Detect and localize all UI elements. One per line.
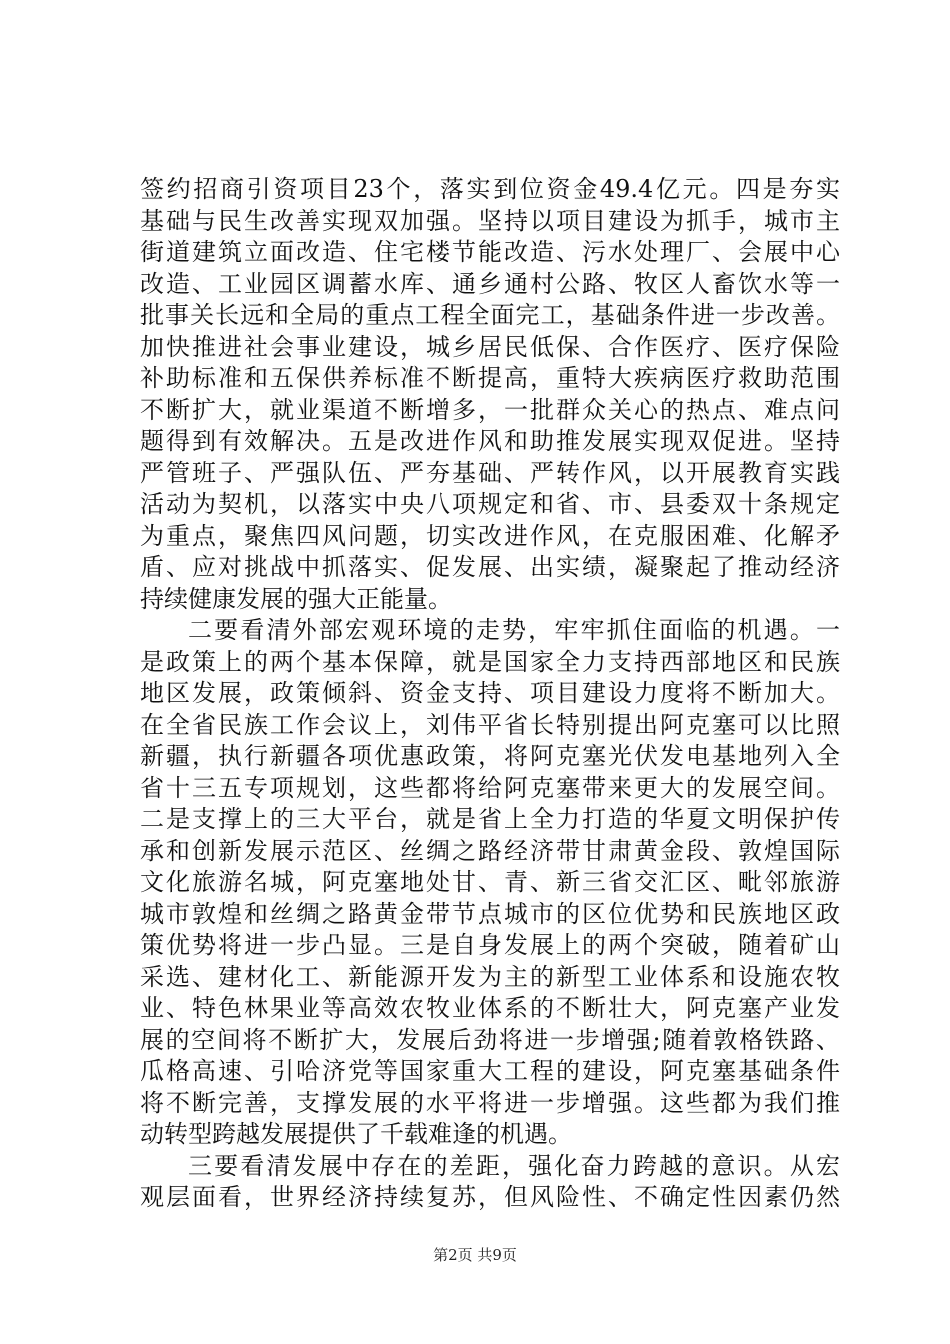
text-line: 承和创新发展示范区、丝绸之路经济带甘肃黄金段、敦煌国际 [140,836,840,865]
text-line: 三要看清发展中存在的差距，强化奋力跨越的意识。从宏 [188,1151,840,1180]
text-line: 不断扩大，就业渠道不断增多，一批群众关心的热点、难点问 [140,395,840,424]
paragraph [140,1151,840,1214]
text-line: 展的空间将不断扩大，发展后劲将进一步增强;随着敦格铁路、 [140,1025,840,1054]
text-line: 是政策上的两个基本保障，就是国家全力支持西部地区和民族 [140,647,840,676]
text-line: 二是支撑上的三大平台，就是省上全力打造的华夏文明保护传 [140,805,840,833]
text-line: 二要看清外部宏观环境的走势，牢牢抓住面临的机遇。一 [188,616,840,644]
text-line: 严管班子、严强队伍、严夯基础、严转作风，以开展教育实践 [140,458,840,487]
text-line: 瓜格高速、引哈济党等国家重大工程的建设，阿克塞基础条件 [140,1057,840,1085]
text-line: 持续健康发展的强大正能量。 [140,584,452,613]
text-line: 为重点，聚焦四风问题，切实改进作风，在克服困难、化解矛 [140,521,840,550]
paragraph [140,174,840,615]
text-line: 在全省民族工作会议上，刘伟平省长特别提出阿克塞可以比照 [140,710,840,739]
text-line: 省十三五专项规划，这些都将给阿克塞带来更大的发展空间。 [140,773,840,802]
text-line: 城市敦煌和丝绸之路黄金带节点城市的区位优势和民族地区政 [140,899,840,928]
text-line: 观层面看，世界经济持续复苏，但风险性、不确定性因素仍然 [140,1183,840,1211]
text-line: 批事关长远和全局的重点工程全面完工，基础条件进一步改善。 [140,301,840,329]
text-line: 新疆，执行新疆各项优惠政策，将阿克塞光伏发电基地列入全 [140,742,840,770]
text-line: 策优势将进一步凸显。三是自身发展上的两个突破，随着矿山 [140,931,840,959]
text-line: 文化旅游名城，阿克塞地处甘、青、新三省交汇区、毗邻旅游 [140,868,840,896]
text-line: 补助标准和五保供养标准不断提高，重特大疾病医疗救助范围 [140,364,840,392]
text-line: 街道建筑立面改造、住宅楼节能改造、污水处理厂、会展中心 [140,238,840,266]
text-line: 改造、工业园区调蓄水库、通乡通村公路、牧区人畜饮水等一 [140,269,840,298]
text-line: 签约招商引资项目23个，落实到位资金49.4亿元。四是夯实 [140,175,840,203]
text-line: 活动为契机，以落实中央八项规定和省、市、县委双十条规定 [140,490,840,518]
text-line: 采选、建材化工、新能源开发为主的新型工业体系和设施农牧 [140,962,840,991]
text-line: 将不断完善，支撑发展的水平将进一步增强。这些都为我们推 [140,1088,840,1117]
text-line: 动转型跨越发展提供了千载难逢的机遇。 [140,1120,572,1148]
page-footer: 第2页 共9页 [433,1246,517,1264]
paragraph [140,615,840,1151]
text-line: 基础与民生改善实现双加强。坚持以项目建设为抓手，城市主 [140,206,840,235]
text-line: 题得到有效解决。五是改进作风和助推发展实现双促进。坚持 [140,427,840,455]
text-line: 业、特色林果业等高效农牧业体系的不断壮大，阿克塞产业发 [140,994,840,1022]
text-line: 加快推进社会事业建设，城乡居民低保、合作医疗、医疗保险 [140,332,840,361]
document-body [140,174,840,1214]
text-line: 地区发展，政策倾斜、资金支持、项目建设力度将不断加大。 [140,679,840,707]
text-line: 盾、应对挑战中抓落实、促发展、出实绩，凝聚起了推动经济 [140,553,840,581]
